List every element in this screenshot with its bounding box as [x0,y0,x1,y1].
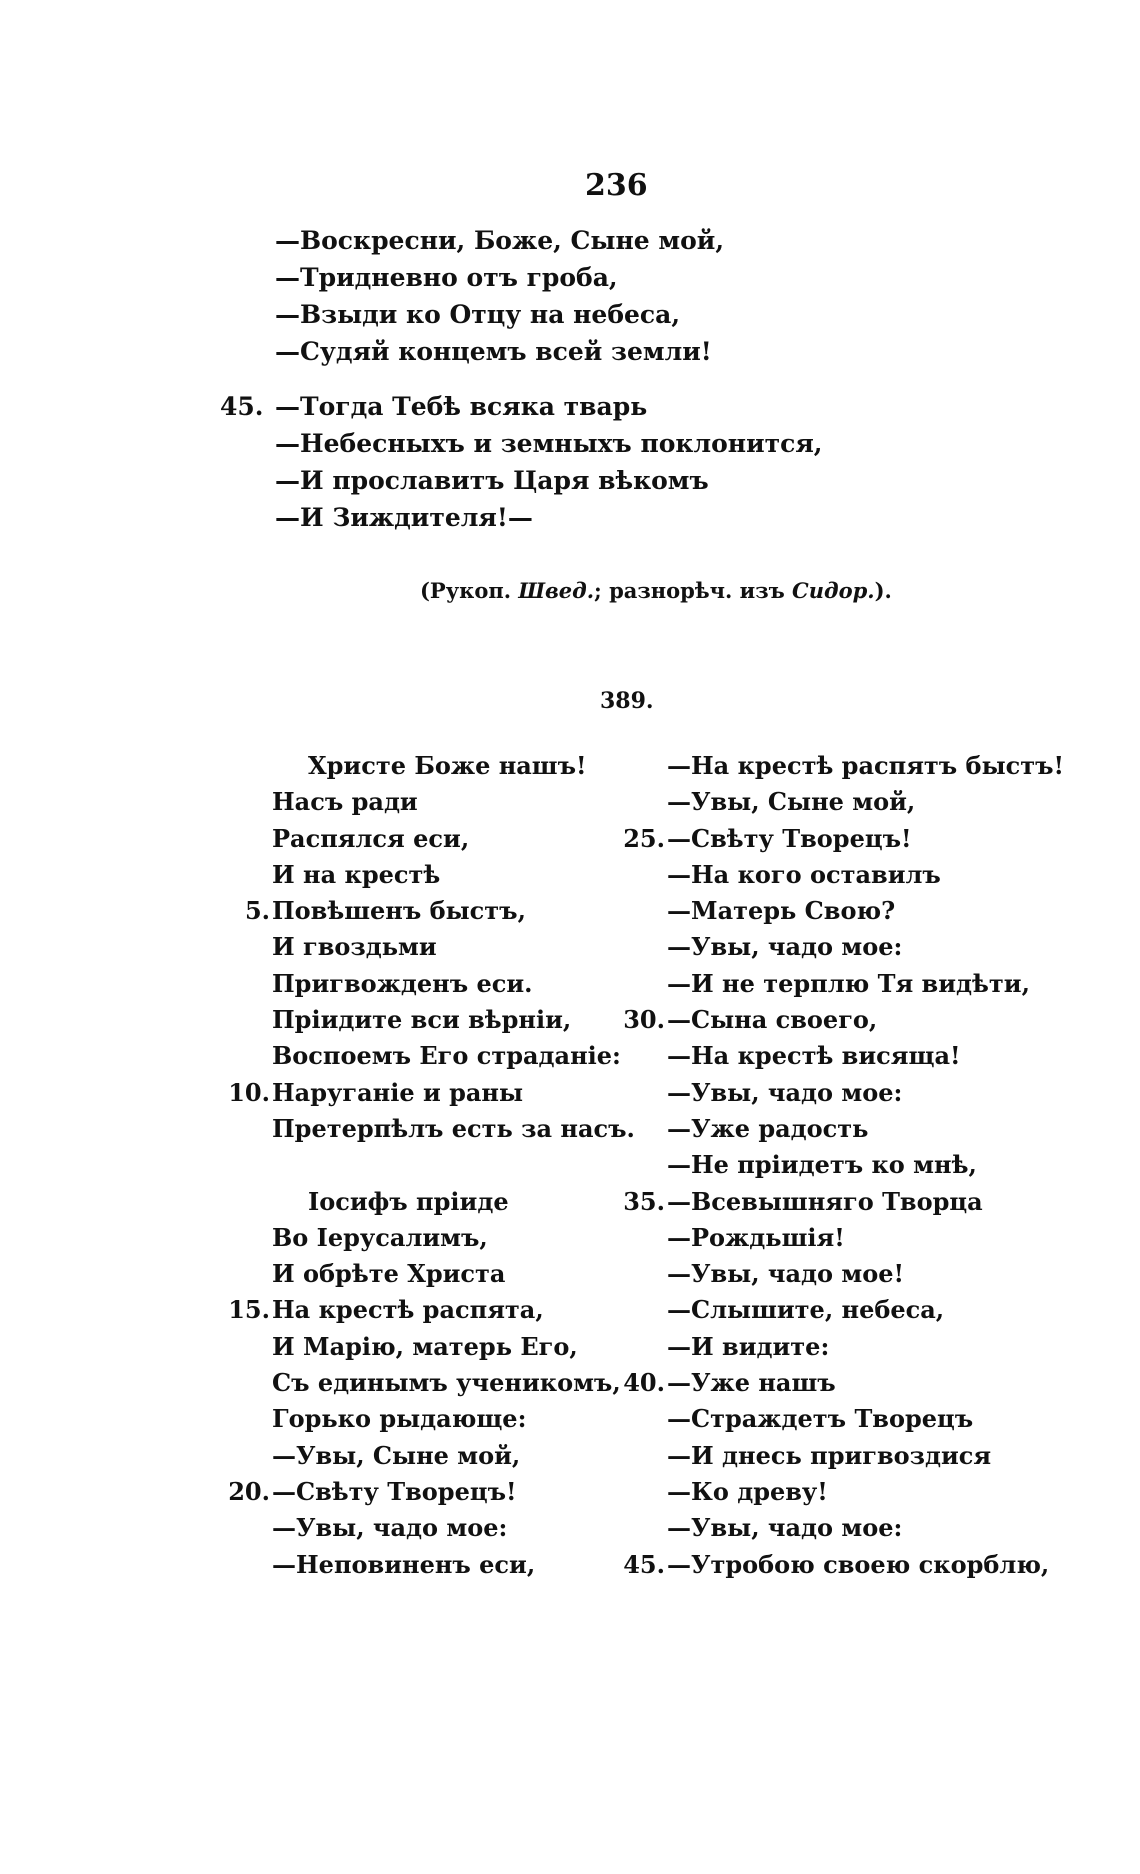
verse-text: —Страждетъ Творецъ [667,1404,974,1434]
verse-line [222,857,622,893]
verse-text: —Всевышняго Творца [667,1186,983,1216]
verse-text: Съ единымъ ученикомъ, [272,1368,621,1398]
verse-line [220,222,820,259]
verse-text: —Рождьшія! [667,1222,845,1252]
verse-text: —Тридневно отъ гроба, [275,263,618,292]
verse-text: —Увы, чадо мое! [667,1259,905,1289]
verse-text: И обрѣте Христа [272,1259,506,1289]
verse-line [220,425,823,462]
section-number: 389. [600,688,654,714]
verse-line [220,499,820,536]
line-number: 25. [623,823,665,853]
verse-text: Пріидите вси вѣрніи, [272,1005,572,1035]
verse-line [222,1220,622,1256]
verse-line [222,1184,622,1220]
verse-text: —Увы, Сыне мой, [667,787,916,817]
verse-line [222,1256,622,1292]
verse-line [222,1329,622,1365]
verse-line [220,296,820,333]
verse-text: Христе Боже нашъ! [308,751,587,780]
verse-text: Горько рыдающе: [272,1404,527,1434]
line-number: 10. [228,1077,270,1107]
verse-text: Претерпѣлъ есть за насъ. [272,1113,635,1143]
verse-line [617,1184,1037,1220]
line-number: 15. [228,1295,270,1325]
verse-line [222,1401,622,1437]
verse-line [617,1510,1037,1546]
verse-text: Пригвожденъ еси. [272,968,533,998]
verse-text: —Тогда Тебѣ всяка тварь [275,392,648,421]
verse-text: И Марію, матерь Его, [272,1331,578,1361]
verse-line [222,784,622,820]
verse-text: —Ко древу! [667,1476,828,1506]
verse-line [222,966,622,1002]
verse-text: —Увы, чадо мое: [272,1513,508,1543]
top-stanza-1 [220,222,820,370]
verse-text: —Уже нашъ [667,1368,836,1398]
verse-text: И гвоздьми [272,932,437,962]
source-middle: ; разнорѣч. изъ [594,578,785,603]
verse-line [222,821,622,857]
verse-line [617,1002,1037,1038]
verse-text: Повѣшенъ быстъ, [272,896,526,926]
verse-line [617,1292,1037,1328]
verse-line [617,1401,1037,1437]
verse-text: —Матерь Свою? [667,896,896,926]
verse-line [617,1038,1037,1074]
verse-line [617,1075,1037,1111]
verse-line [220,388,820,425]
line-number: 5. [244,896,270,926]
verse-text: —И Зиждителя!— [275,503,533,532]
poem-right-column [617,748,1065,1583]
top-poem [220,222,823,554]
verse-text: —И днесь пригвоздися [667,1440,992,1470]
verse-text: Распялся еси, [272,823,470,853]
verse-text: —И видите: [667,1331,830,1361]
verse-text: —Слышите, небеса, [667,1295,945,1325]
verse-text: —Увы, чадо мое: [667,1513,903,1543]
line-number: 40. [623,1368,665,1398]
verse-text: —На кого оставилъ [667,859,941,889]
verse-text: —Судяй концемъ всей земли! [275,337,712,366]
verse-text: —Свѣту Творецъ! [272,1476,517,1506]
verse-line [222,1365,622,1401]
line-number: 35. [623,1186,665,1216]
source-prefix: (Рукоп. [420,578,512,603]
verse-line [220,462,820,499]
verse-text: —И прославитъ Царя вѣкомъ [275,466,709,495]
verse-text: —Свѣту Творецъ! [667,823,912,853]
verse-line [222,1038,622,1074]
stanza-gap [222,1147,622,1183]
verse-line [617,1547,1050,1583]
verse-line [222,929,622,965]
verse-line [617,1220,1037,1256]
verse-line [617,1147,1037,1183]
verse-text: —Уже радость [667,1113,869,1143]
verse-text: —Сына своего, [667,1005,878,1035]
source-italic-2: Сидор. [792,578,875,603]
verse-line [617,1438,1037,1474]
page-number: 236 [585,168,648,203]
source-italic-1: Швед. [518,578,595,603]
verse-line [617,966,1037,1002]
verse-text: —Увы, чадо мое: [667,932,903,962]
verse-line [222,1438,622,1474]
verse-text: Насъ ради [272,787,418,817]
line-number: 30. [623,1005,665,1035]
verse-text: На крестѣ распята, [272,1295,544,1325]
verse-line [222,1510,622,1546]
verse-line [617,748,1065,784]
verse-line [617,784,1037,820]
source-citation [420,578,900,603]
verse-text: —Не пріидетъ ко мнѣ, [667,1150,977,1180]
verse-text: —Воскресни, Боже, Сыне мой, [275,226,725,255]
verse-text: Іосифъ пріиде [308,1186,509,1216]
poem-left-column [222,748,635,1583]
verse-text: —Взыди ко Отцу на небеса, [275,300,681,329]
verse-line [222,1075,622,1111]
line-number: 45. [220,392,264,421]
source-suffix: ). [874,578,892,603]
verse-text: —И не терплю Тя видѣти, [667,968,1030,998]
verse-line [617,821,1037,857]
verse-text: —Увы, Сыне мой, [272,1440,521,1470]
verse-line [617,1329,1037,1365]
verse-line [617,929,1037,965]
verse-line [222,748,622,784]
verse-text: Наруганіе и раны [272,1077,524,1107]
verse-line [220,259,820,296]
verse-line [617,1256,1037,1292]
verse-text: —Неповиненъ еси, [272,1549,536,1579]
verse-text: И на крестѣ [272,859,441,889]
verse-line [617,1365,1037,1401]
verse-text: —На крестѣ висяща! [667,1041,961,1071]
verse-text: —На крестѣ распятъ быстъ! [667,751,1065,780]
verse-line [222,1292,622,1328]
verse-line [220,333,820,370]
verse-text: —Небесныхъ и земныхъ поклонится, [275,429,823,458]
line-number: 20. [228,1476,270,1506]
verse-line [617,893,1037,929]
verse-line [617,1111,1037,1147]
verse-line [222,893,622,929]
line-number: 45. [623,1549,665,1579]
verse-text: Во Іерусалимъ, [272,1222,488,1252]
verse-text: —Утробою своею скорблю, [667,1549,1050,1579]
verse-line [222,1111,635,1147]
verse-line [617,857,1037,893]
top-stanza-2 [220,388,823,536]
verse-text: —Увы, чадо мое: [667,1077,903,1107]
verse-line [222,1547,622,1583]
verse-text: Воспоемъ Его страданіе: [272,1041,621,1071]
verse-line [222,1474,622,1510]
verse-line [617,1474,1037,1510]
verse-line [222,1002,622,1038]
